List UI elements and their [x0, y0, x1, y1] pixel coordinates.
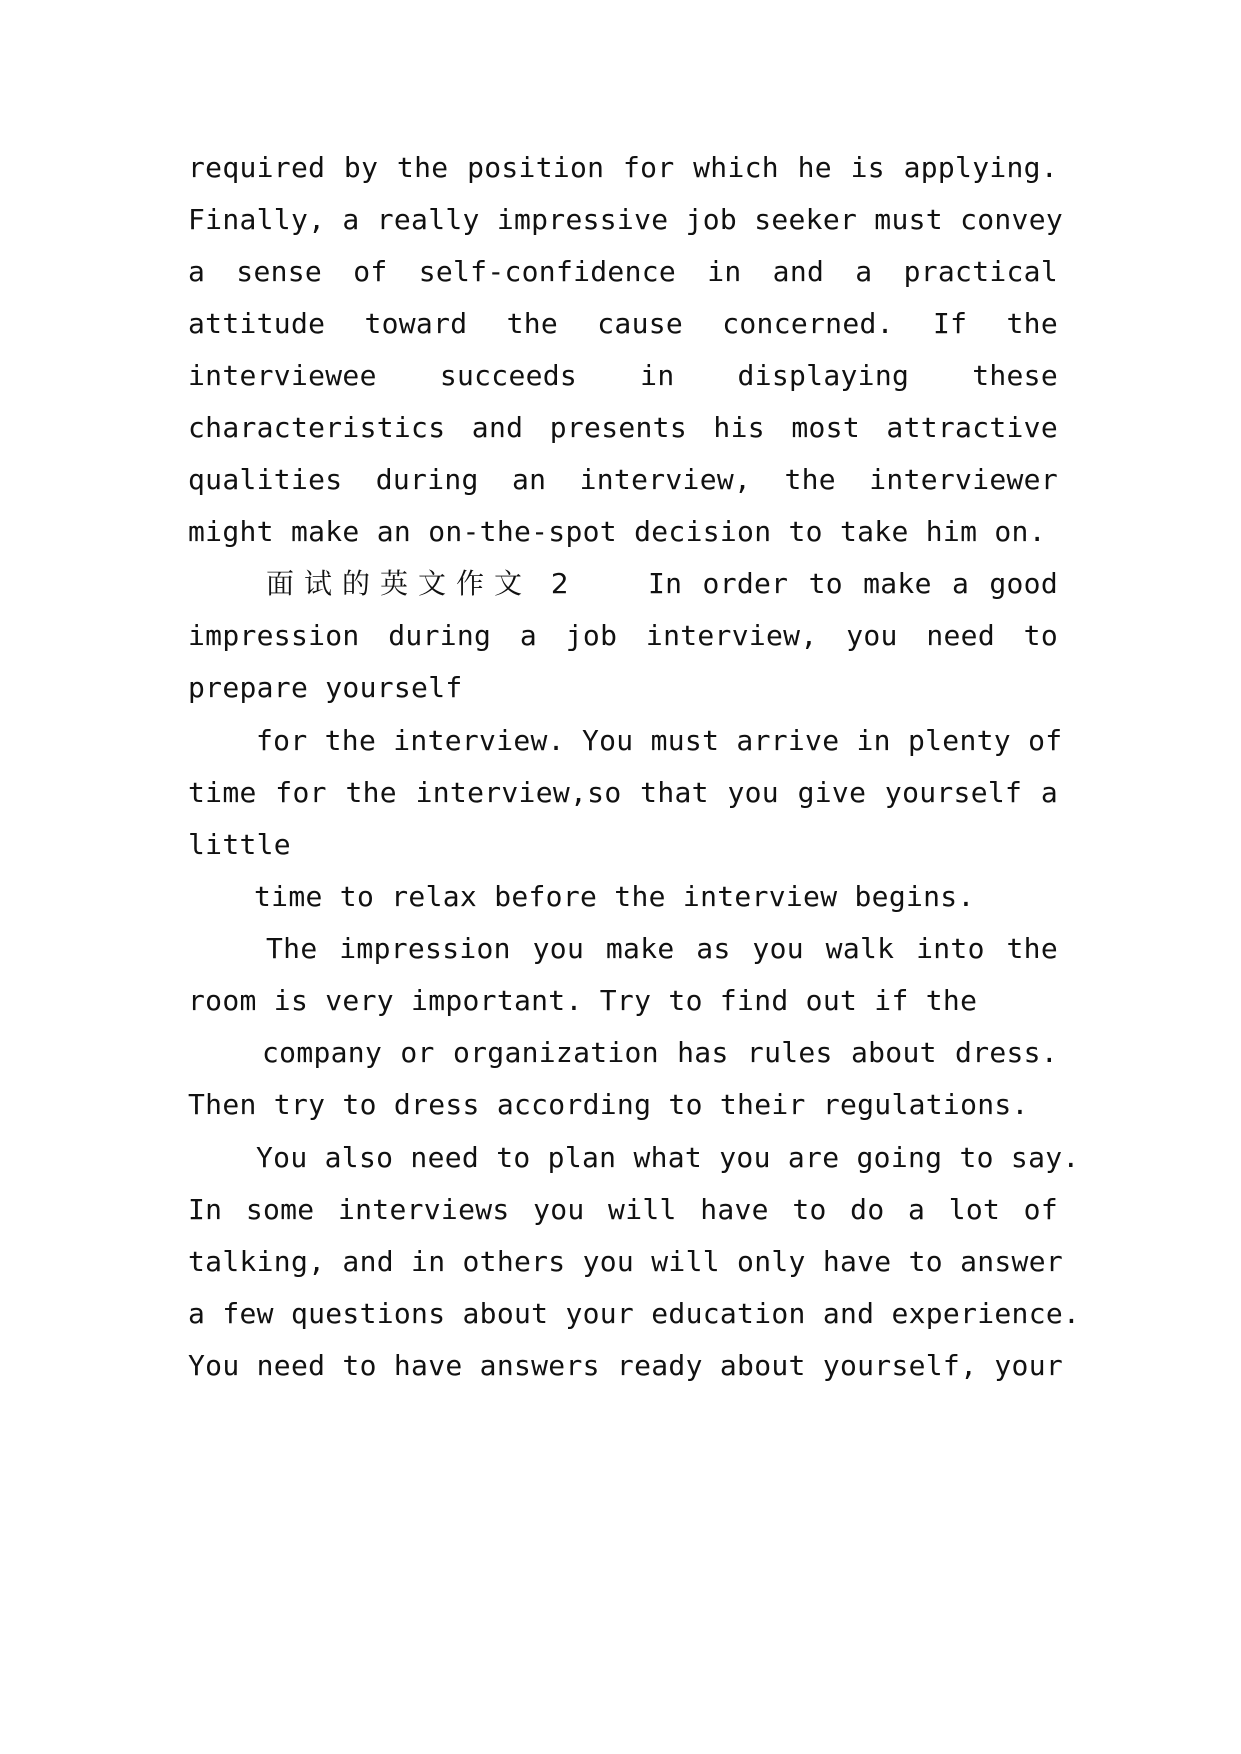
text-line: Then try to dress according to their regulations. — [188, 1088, 1029, 1121]
text-line: time for the interview,so that you give yourself a — [188, 776, 1058, 809]
section-heading: 面试的英文作文 2 — [266, 567, 579, 600]
text-line: In some interviews you will have to do a lot of — [188, 1193, 1058, 1226]
text-line: attitude toward the cause concerned. If the — [188, 307, 1058, 340]
text-line: In order to make a good — [648, 567, 1058, 600]
text-line: You need to have answers ready about yourself, your — [188, 1349, 1064, 1382]
text-line: company or organization has rules about dress. — [262, 1036, 1058, 1069]
text-line: a sense of self-confidence in and a practical — [188, 255, 1058, 288]
text-line: interviewee succeeds in displaying these — [188, 359, 1058, 392]
text-line: room is very important. Try to find out if the — [188, 984, 978, 1017]
text-line: qualities during an interview, the interviewer — [188, 463, 1058, 496]
text-line: time to relax before the interview begins. — [254, 880, 975, 913]
text-line: for the interview. You must arrive in plenty of — [256, 724, 1063, 757]
text-line: talking, and in others you will only have to answer — [188, 1245, 1064, 1278]
text-line: prepare yourself — [188, 671, 463, 704]
text-line: required by the position for which he is applying. — [188, 151, 1058, 184]
text-line: Finally, a really impressive job seeker must convey — [188, 203, 1064, 236]
text-line: The impression you make as you walk into the — [266, 932, 1058, 965]
text-line: impression during a job interview, you need to — [188, 619, 1058, 652]
text-line: characteristics and presents his most attractive — [188, 411, 1058, 444]
text-line: little — [188, 828, 291, 861]
text-line: a few questions about your education and experience. — [188, 1297, 1081, 1330]
text-line: You also need to plan what you are going to say. — [256, 1141, 1080, 1174]
text-line: might make an on-the-spot decision to take him on. — [188, 515, 1046, 548]
